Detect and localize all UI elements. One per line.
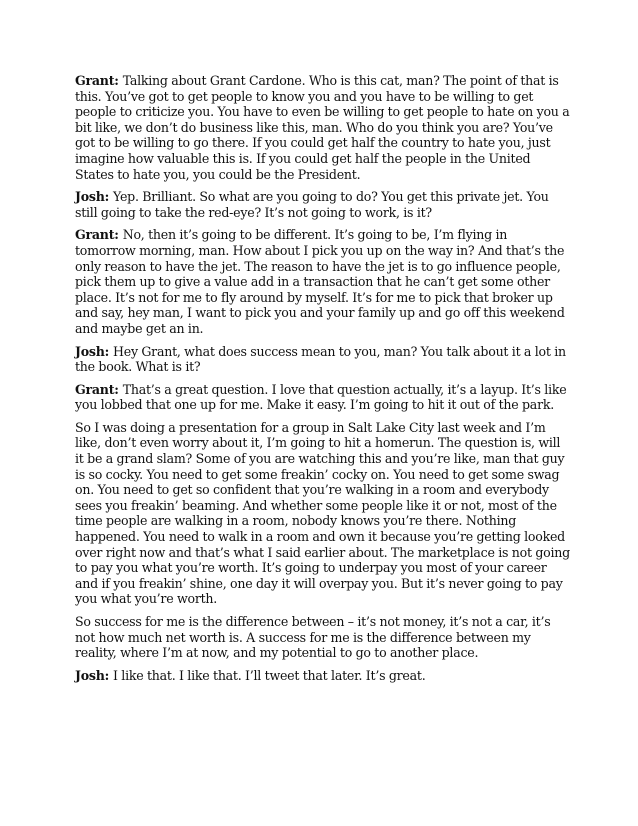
paragraph-text: Talking about Grant Cardone. Who is this cat, man? The point of that is this. You’ve got to get people to know you and you have to be willing to get people to criticize you. You have to even be willing to get people to hate on you a bit like, we don’t do business like this, man. Who do you think you are? You’ve got to be willing to go there. If you could get half the country to hate you, just imagine how valuable this is. If you could get half the people in the United States to hate you, you could be the President. [75, 73, 570, 182]
paragraph-text: No, then it’s going to be different. It’s going to be, I’m flying in tomorrow morning, man. How about I pick you up on the way in? And that’s the only reason to have the jet. The reason to have the jet is to go influence people, pick them up to give a value add in a transaction that he can’t get some other place. It’s not for me to fly around by myself. It’s for me to pick that broker up and say, hey man, I want to pick you and your family up and go off this weekend and maybe get an in. [75, 227, 565, 336]
paragraph-text: So I was doing a presentation for a group in Salt Lake City last week and I’m like, don’t even worry about it, I’m going to hit a homerun. The question is, will it be a grand slam? Some of you are watching this and you’re like, man that guy is so cocky. You need to get some freakin’ cocky on. You need to get some swag on. You need to get so confident that you’re walking in a room and everybody sees you freakin’ beaming. And whether some people like it or not, most of the time people are walking in a room, nobody knows you’re there. Nothing happened. You need to walk in a room and own it because you’re getting looked over right now and that’s what I said earlier about. The marketplace is not going to pay you what you’re worth. It’s going to underpay you most of your career and if you freakin’ shine, one day it will overpay you. But it’s never going to pay you what you’re worth. [75, 419, 570, 607]
speaker-label: Josh: [75, 343, 110, 359]
paragraph-text: That’s a great question. I love that question actually, it’s a layup. It’s like you lobbed that one up for me. Make it easy. I’m going to hit it out of the park. [75, 381, 567, 413]
speaker-label: Grant: [75, 227, 119, 243]
speaker-label: Josh: [75, 667, 110, 683]
paragraph-grant-5 [75, 614, 570, 661]
paragraph-josh-1 [75, 189, 570, 220]
paragraph-josh-3 [75, 668, 570, 684]
paragraph-text: Yep. Brilliant. So what are you going to do? You get this private jet. You still going to take the red-eye? It’s not going to work, is it? [75, 189, 549, 220]
paragraph-grant-4 [75, 420, 570, 607]
paragraph-text: Hey Grant, what does success mean to you, man? You talk about it a lot in the book. What is it? [75, 343, 566, 375]
paragraph-grant-3 [75, 382, 570, 413]
speaker-label: Grant: [75, 381, 119, 397]
speaker-label: Josh: [75, 189, 110, 205]
paragraph-grant-1 [75, 73, 570, 182]
paragraph-grant-2 [75, 227, 570, 336]
speaker-label: Grant: [75, 73, 119, 88]
paragraph-text: So success for me is the difference between – it’s not money, it’s not a car, it’s not how much net worth is. A success for me is the difference between my reality, where I’m at now, and my potential to go to another place. [75, 614, 551, 661]
paragraph-josh-2 [75, 344, 570, 375]
paragraph-text: I like that. I like that. I’ll tweet that later. It’s great. [113, 667, 426, 683]
